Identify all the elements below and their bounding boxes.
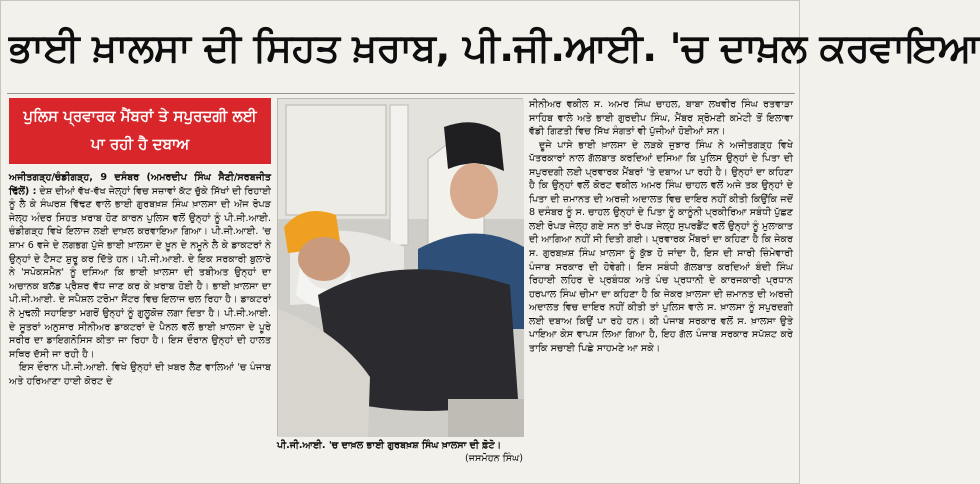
article-paragraph xyxy=(9,171,271,361)
photo-caption xyxy=(277,439,523,479)
dateline: ਅਜੀਤਗੜ੍ਹ/ਚੰਡੀਗੜ੍ਹ, 9 ਦਸੰਬਰ (ਅਮਰਦੀਪ ਸਿੰਘ ਸੈਣੀ/ਸਰਬਜੀਤ ਢਿੱਲੋਂ) : xyxy=(9,172,271,197)
photo-credit: (ਜਸਮੋਹਨ ਸਿੰਘ) xyxy=(464,453,523,464)
article-text: ਦੇਸ਼ ਦੀਆਂ ਵੱਖ-ਵੱਖ ਜੇਲ੍ਹਾਂ ਵਿਚ ਸਜ਼ਾਵਾਂ ਕੱਟ ਚੁੱਕੇ ਸਿੱਖਾਂ ਦੀ ਰਿਹਾਈ ਨੂੰ ਲੈ ਕੇ ਸੰਘਰਸ਼ ਵਿੱਢਣ ਵਾਲੇ ਭਾਈ ਗੁਰਬਖ਼ਸ਼ ਸਿੰਘ ਖ਼ਾਲਸਾ ਦੀ ਅੱਜ ਰੋਪੜ ਜੇਲ੍ਹ ਅੰਦਰ ਸਿਹਤ ਖ਼ਰਾਬ ਹੋਣ ਕਾਰਨ ਪੁਲਿਸ ਵਲੋਂ ਉਨ੍ਹਾਂ ਨੂੰ ਪੀ.ਜੀ.ਆਈ. ਚੰਡੀਗੜ੍ਹ ਵਿਖੇ ਇਲਾਜ ਲਈ ਦਾਖ਼ਲ ਕਰਵਾਇਆ ਗਿਆ। ਪੀ.ਜੀ.ਆਈ. 'ਚ ਸ਼ਾਮ 6 ਵਜੇ ਦੇ ਲਗਭਗ ਪੁੱਜੇ ਭਾਈ ਖ਼ਾਲਸਾ ਦੇ ਖ਼ੂਨ ਦੇ ਨਮੂਨੇ ਲੈ ਕੇ ਡਾਕਟਰਾਂ ਨੇ ਉਨ੍ਹਾਂ ਦੇ ਟੈਸਟ ਸ਼ੁਰੂ ਕਰ ਦਿੱਤੇ ਹਨ। ਪੀ.ਜੀ.ਆਈ. ਦੇ ਇਕ ਸਰਕਾਰੀ ਬੁਲਾਰੇ ਨੇ 'ਸਪੋਕਸਮੈਨ' ਨੂੰ ਦਸਿਆ ਕਿ ਭਾਈ ਖ਼ਾਲਸਾ ਦੀ ਤਬੀਅਤ ਉਨ੍ਹਾਂ ਦਾ ਅਚਾਨਕ ਬਲੱਡ ਪ੍ਰੈਸ਼ਰ ਵੱਧ ਜਾਣ ਕਰ ਕੇ ਖ਼ਰਾਬ ਹੋਈ ਹੈ। ਭਾਈ ਖ਼ਾਲਸਾ ਦਾ ਪੀ.ਜੀ.ਆਈ. ਦੇ ਸਪੈਸ਼ਲ ਟਰੋਮਾ ਸੈਂਟਰ ਵਿਚ ਇਲਾਜ ਚਲ ਰਿਹਾ ਹੈ। ਡਾਕਟਰਾਂ ਨੇ ਮੁਢਲੀ ਸਹਾਇਤਾ ਮਗਰੋਂ ਉਨ੍ਹਾਂ ਨੂੰ ਗੁਲੂਕੋਜ਼ ਲਗਾ ਦਿਤਾ ਹੈ। ਪੀ.ਜੀ.ਆਈ. ਦੇ ਸੂਤਰਾਂ ਅਨੁਸਾਰ ਸੀਨੀਅਰ ਡਾਕਟਰਾਂ ਦੇ ਪੈਨਲ ਵਲੋਂ ਭਾਈ ਖ਼ਾਲਸਾ ਦੇ ਪੂਰੇ ਸਰੀਰ ਦਾ ਡਾਇਗਨੋਸਿਸ ਕੀਤਾ ਜਾ ਰਿਹਾ ਹੈ। ਇਸ ਦੌਰਾਨ ਉਨ੍ਹਾਂ ਦੀ ਹਾਲਤ ਸਥਿਰ ਦੱਸੀ ਜਾ ਰਹੀ ਹੈ। xyxy=(9,185,271,360)
subhead: ਪੁਲਿਸ ਪ੍ਰਵਾਰਕ ਮੈਂਬਰਾਂ ਤੇ ਸਪੁਰਦਗੀ ਲਈ ਪਾ ਰਹੀ ਹੈ ਦਬਾਅ xyxy=(23,107,257,153)
article-paragraph: ਦੂਜੇ ਪਾਸੇ ਭਾਈ ਖ਼ਾਲਸਾ ਦੇ ਲੜਕੇ ਜੁਝਾਰ ਸਿੰਘ ਨੇ ਅਜੀਤਗੜ੍ਹ ਵਿਖੇ ਪੱਤਰਕਾਰਾਂ ਨਾਲ ਗੱਲਬਾਤ ਕਰਦਿਆਂ ਦਸਿਆ ਕਿ ਪੁਲਿਸ ਉਨ੍ਹਾਂ ਦੇ ਪਿਤਾ ਦੀ ਸਪੁਰਦਗੀ ਲਈ ਪ੍ਰਵਾਰਕ ਮੈਂਬਰਾਂ 'ਤੇ ਦਬਾਅ ਪਾ ਰਹੀ ਹੈ। ਉਨ੍ਹਾਂ ਦਾ ਕਹਿਣਾ ਹੈ ਕਿ ਉਨ੍ਹਾਂ ਵਲੋਂ ਕੋਰਟ ਵਕੀਲ ਅਮਰ ਸਿੰਘ ਚਾਹਲ ਵਲੋਂ ਅਜੇ ਤਕ ਉਨ੍ਹਾਂ ਦੇ ਪਿਤਾ ਦੀ ਜ਼ਮਾਨਤ ਦੀ ਅਰਜ਼ੀ ਅਦਾਲਤ ਵਿਚ ਦਾਇਰ ਨਹੀਂ ਕੀਤੀ ਕਿਉਂਕਿ ਜਦੋਂ 8 ਦਸੰਬਰ ਨੂੰ ਸ. ਚਾਹਲ ਉਨ੍ਹਾਂ ਦੇ ਪਿਤਾ ਨੂੰ ਕਾਨੂੰਨੀ ਪ੍ਰਕੀਰਿਆ ਸਬੰਧੀ ਪੁੱਛਣ ਲਈ ਰੋਪੜ ਜੇਲ੍ਹ ਗਏ ਸਨ ਤਾਂ ਰੋਪੜ ਜੇਲ੍ਹ ਸੁਪਰਡੈਂਟ ਵਲੋਂ ਉਨ੍ਹਾਂ ਨੂੰ ਮੁਲਾਕਾਤ ਦੀ ਆਗਿਆ ਨਹੀਂ ਸੀ ਦਿਤੀ ਗਈ। ਪ੍ਰਵਾਰਕ ਮੈਂਬਰਾਂ ਦਾ ਕਹਿਣਾ ਹੈ ਕਿ ਜੇਕਰ ਸ. ਗੁਰਬਖ਼ਸ਼ ਸਿੰਘ ਖ਼ਾਲਸਾ ਨੂੰ ਕੁੱਝ ਹੋ ਜਾਂਦਾ ਹੈ, ਇਸ ਦੀ ਸਾਰੀ ਜ਼ਿੰਮੇਵਾਰੀ ਪੰਜਾਬ ਸਰਕਾਰ ਦੀ ਹੋਵੇਗੀ। ਇਸ ਸਬੰਧੀ ਗੱਲਬਾਤ ਕਰਦਿਆਂ ਬੰਦੀ ਸਿੰਘ ਰਿਹਾਈ ਲਹਿਰ ਦੇ ਪ੍ਰਬੰਧਕ ਅਤੇ ਪੰਚ ਪ੍ਰਧਾਨੀ ਦੇ ਕਾਰਜਕਾਰੀ ਪ੍ਰਧਾਨ ਹਰਪਾਲ ਸਿੰਘ ਚੀਮਾ ਦਾ ਕਹਿਣਾ ਹੈ ਕਿ ਜੇਕਰ ਖ਼ਾਲਸਾ ਦੀ ਜ਼ਮਾਨਤ ਦੀ ਅਰਜ਼ੀ ਅਦਾਲਤ ਵਿਚ ਦਾਇਰ ਨਹੀਂ ਕੀਤੀ ਤਾਂ ਪੁਲਿਸ ਵਾਲੇ ਸ. ਖ਼ਾਲਸਾ ਨੂੰ ਸਪੁਰਦਗੀ ਲਈ ਦਬਾਅ ਕਿਉਂ ਪਾ ਰਹੇ ਹਨ। ਕੀ ਪੰਜਾਬ ਸਰਕਾਰ ਵਲੋਂ ਸ. ਖ਼ਾਲਸਾ ਉਤੇ ਪਾਇਆ ਕੇਸ ਵਾਪਸ ਲਿਆ ਗਿਆ ਹੈ, ਇਹ ਗੱਲ ਪੰਜਾਬ ਸਰਕਾਰ ਸਪੱਸ਼ਟ ਕਰੇ ਤਾਕਿ ਸਚਾਈ ਪਿਛੇ ਸਾਹਮਣੇ ਆ ਸਕੇ। xyxy=(529,139,793,354)
news-photo xyxy=(277,98,523,436)
headline: ਭਾਈ ਖ਼ਾਲਸਾ ਦੀ ਸਿਹਤ ਖ਼ਰਾਬ, ਪੀ.ਜੀ.ਆਈ. 'ਚ ਦਾਖ਼ਲ ਕਰਵਾਇਆ xyxy=(9,26,980,71)
article-column-left xyxy=(9,171,271,479)
article-paragraph: ਸੀਨੀਅਰ ਵਕੀਲ ਸ. ਅਮਰ ਸਿੰਘ ਚਾਹਲ, ਬਾਬਾ ਲਖਵੀਰ ਸਿੰਘ ਰਤਵਾੜਾ ਸਾਹਿਬ ਵਾਲੇ ਅਤੇ ਭਾਈ ਗੁਰਦੀਪ ਸਿੰਘ, ਮੈਂਬਰ ਸ਼੍ਰੋਮਣੀ ਕਮੇਟੀ ਤੋਂ ਇਲਾਵਾ ਵੱਡੀ ਗਿਣਤੀ ਵਿਚ ਸਿੱਖ ਸੰਗਤਾਂ ਵੀ ਪੁੱਜੀਆਂ ਹੋਈਆਂ ਸਨ। xyxy=(529,99,793,138)
headline-rule xyxy=(7,93,795,94)
caption-text: ਪੀ.ਜੀ.ਆਈ. 'ਚ ਦਾਖ਼ਲ ਭਾਈ ਗੁਰਬਖ਼ਸ਼ ਸਿੰਘ ਖ਼ਾਲਸਾ ਦੀ ਫ਼ੋਟੋ। xyxy=(277,440,502,451)
article-paragraph: ਇਸ ਦੌਰਾਨ ਪੀ.ਜੀ.ਆਈ. ਵਿਖੇ ਉਨ੍ਹਾਂ ਦੀ ਖ਼ਬਰ ਲੈਣ ਵਾਲਿਆਂ 'ਚ ਪੰਜਾਬ ਅਤੇ ਹਰਿਆਣਾ ਹਾਈ ਕੋਰਟ ਦੇ xyxy=(9,362,271,387)
subhead-box xyxy=(9,98,271,164)
article-column-right xyxy=(529,98,793,478)
hospital-photo-illustration xyxy=(278,99,524,437)
